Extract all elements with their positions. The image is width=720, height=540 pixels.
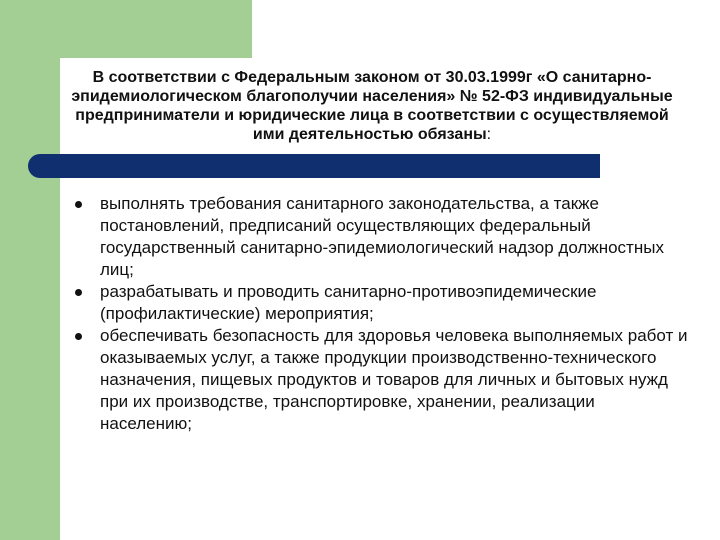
slide-title [66, 68, 678, 144]
bullet-item [70, 193, 690, 281]
decorative-green-top-band [60, 0, 252, 58]
decorative-navy-bar [28, 154, 600, 178]
bullet-item [70, 325, 690, 435]
slide-title-text: В соответствии с Федеральным законом от 30.03.1999г «О санитарно-эпидемиологическом благополучии населения» № 52-ФЗ индивидуальные предприниматели и юридические лица в соответствии с осуществляемой ими деятельностью обязаны [71, 69, 673, 143]
slide-title-colon: : [486, 126, 492, 143]
bullet-item [70, 281, 690, 325]
bullet-text: обеспечивать безопасность для здоровья человека выполняемых работ и оказываемых услуг, а также продукции производственно-технического назначения, пищевых продуктов и товаров для личных и бытовых нужд при их производстве, транспортировке, хранении, реализации населению; [100, 326, 688, 433]
bullet-text: выполнять требования санитарного законодательства, а также постановлений, предписаний осуществляющих федеральный государственный санитарно-эпидемиологический надзор должностных лиц; [100, 194, 664, 279]
bullet-text: разрабатывать и проводить санитарно-противоэпидемические (профилактические) мероприятия; [100, 282, 597, 323]
bullet-dot-icon [75, 201, 82, 208]
decorative-green-left-band [0, 0, 60, 540]
bullet-dot-icon [75, 289, 82, 296]
bullet-list [70, 193, 690, 435]
bullet-dot-icon [75, 333, 82, 340]
